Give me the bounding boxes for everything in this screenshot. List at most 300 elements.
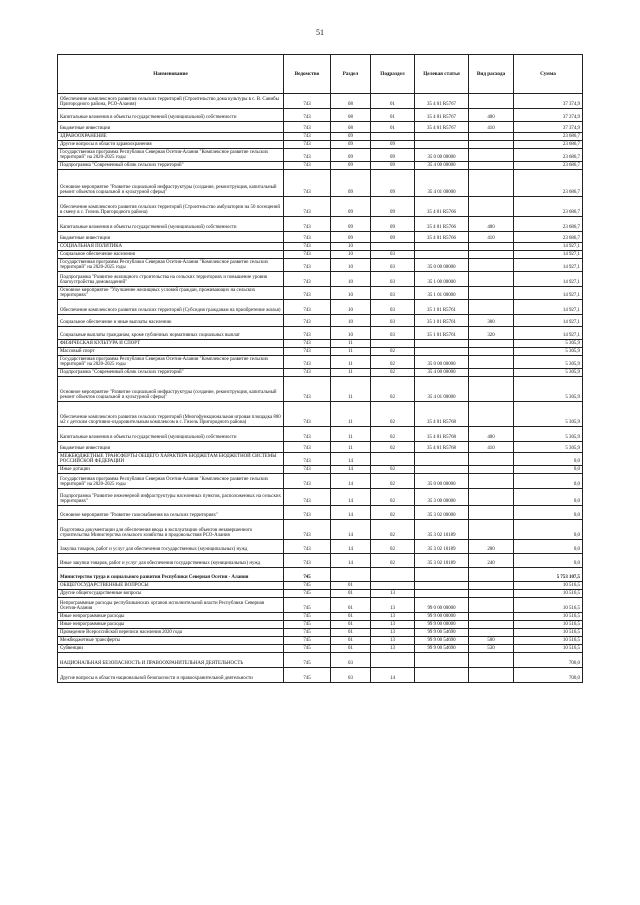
cell-sum: 37 374,9 <box>514 122 583 133</box>
cell-subsection: 02 <box>371 554 415 568</box>
cell-target: 35 1 01 R5761 <box>415 300 469 315</box>
cell-name: Основное мероприятие "Развитие социальной инфраструктуры (создание, реконструкция, капитальный ремонт объектов социальной и культурной сферы)" <box>58 377 284 402</box>
cell-sum: 23 686,7 <box>514 217 583 232</box>
cell-dept: 743 <box>284 162 331 170</box>
table-row <box>58 141 583 149</box>
cell-target <box>415 653 469 668</box>
table-row <box>58 554 583 568</box>
cell-sum: 700,0 <box>514 653 583 668</box>
cell-subsection <box>371 453 415 466</box>
cell-dept: 745 <box>284 590 331 598</box>
cell-sum: 23 686,7 <box>514 162 583 170</box>
cell-subsection: 09 <box>371 217 415 232</box>
cell-subsection: 13 <box>371 613 415 621</box>
budget-table <box>57 54 583 683</box>
cell-exp-type <box>469 272 514 287</box>
cell-dept: 745 <box>284 653 331 668</box>
table-row <box>58 427 583 442</box>
cell-subsection: 03 <box>371 259 415 272</box>
table-row <box>58 217 583 232</box>
cell-dept: 743 <box>284 217 331 232</box>
cell-sum: 37 374,9 <box>514 109 583 122</box>
cell-name: Другие вопросы в области национальной безопасности и правоохранительной деятельности <box>58 668 284 683</box>
cell-target: 35 4 01 R5767 <box>415 122 469 133</box>
cell-subsection: 14 <box>371 668 415 683</box>
cell-exp-type <box>469 668 514 683</box>
cell-target <box>415 466 469 474</box>
cell-target: 35 3 02 10189 <box>415 520 469 540</box>
cell-section: 11 <box>331 442 371 453</box>
cell-target: 35 4 01 R5766 <box>415 232 469 243</box>
cell-target <box>415 568 469 582</box>
cell-exp-type <box>469 197 514 217</box>
cell-target <box>415 251 469 259</box>
cell-exp-type <box>469 133 514 141</box>
cell-section: 10 <box>331 251 371 259</box>
cell-target: 35 1 01 R5761 <box>415 327 469 340</box>
cell-dept: 743 <box>284 474 331 489</box>
table-row <box>58 377 583 402</box>
cell-dept: 745 <box>284 598 331 613</box>
cell-section: 01 <box>331 598 371 613</box>
cell-section: 09 <box>331 197 371 217</box>
cell-target <box>415 133 469 141</box>
cell-subsection: 02 <box>371 442 415 453</box>
cell-section: 14 <box>331 506 371 520</box>
cell-dept: 743 <box>284 170 331 197</box>
cell-name: Государственная программа Республики Северная Осетия-Алания "Комплексное развитие сельских территорий" на 2020-2025 годы <box>58 474 284 489</box>
cell-exp-type: 400 <box>469 427 514 442</box>
cell-sum: 0,0 <box>514 506 583 520</box>
cell-exp-type: 410 <box>469 442 514 453</box>
cell-dept: 743 <box>284 122 331 133</box>
cell-subsection: 02 <box>371 427 415 442</box>
cell-sum: 23 686,7 <box>514 141 583 149</box>
cell-exp-type: 410 <box>469 122 514 133</box>
cell-subsection: 13 <box>371 590 415 598</box>
cell-exp-type <box>469 377 514 402</box>
cell-sum: 0,0 <box>514 554 583 568</box>
cell-dept: 743 <box>284 466 331 474</box>
cell-dept: 743 <box>284 489 331 506</box>
cell-sum: 23 686,7 <box>514 232 583 243</box>
cell-dept: 743 <box>284 427 331 442</box>
cell-name: Основное мероприятие "Развитие социальной инфраструктуры (создание, реконструкция, капитальный ремонт объектов социальной и культурной сферы)" <box>58 170 284 197</box>
cell-name: Социальные выплаты гражданам, кроме публичных нормативных социальных выплат <box>58 327 284 340</box>
cell-dept: 745 <box>284 621 331 629</box>
cell-exp-type <box>469 402 514 427</box>
cell-exp-type <box>469 259 514 272</box>
cell-section: 14 <box>331 466 371 474</box>
cell-name: Обеспечение комплексного развития сельских территорий (Субсидия гражданам на приобретение жилья) <box>58 300 284 315</box>
cell-exp-type <box>469 582 514 590</box>
cell-section: 10 <box>331 315 371 327</box>
cell-exp-type: 530 <box>469 645 514 653</box>
cell-name: Государственная программа Республики Северная Осетия-Алания "Комплексное развитие сельских территорий" на 2020-2025 годы <box>58 149 284 162</box>
cell-target <box>415 348 469 356</box>
cell-name: Капитальные вложения в объекты государственной (муниципальной) собственности <box>58 427 284 442</box>
cell-name: ЗДРАВООХРАНЕНИЕ <box>58 133 284 141</box>
cell-sum: 23 686,7 <box>514 197 583 217</box>
cell-sum: 10 516,5 <box>514 598 583 613</box>
cell-target: 35 1 01 00000 <box>415 287 469 300</box>
cell-section: 01 <box>331 645 371 653</box>
cell-exp-type <box>469 590 514 598</box>
cell-section: 09 <box>331 133 371 141</box>
cell-dept: 743 <box>284 327 331 340</box>
table-row <box>58 621 583 629</box>
cell-sum: 0,0 <box>514 489 583 506</box>
cell-sum: 14 927,1 <box>514 315 583 327</box>
cell-name: Бюджетные инвестиции <box>58 122 284 133</box>
cell-dept: 743 <box>284 251 331 259</box>
table-row <box>58 474 583 489</box>
cell-exp-type <box>469 141 514 149</box>
cell-exp-type <box>469 598 514 613</box>
cell-subsection <box>371 582 415 590</box>
cell-target: 35 4 00 00000 <box>415 162 469 170</box>
header-subsection: Подраздел <box>371 55 415 94</box>
cell-subsection: 03 <box>371 327 415 340</box>
table-row <box>58 259 583 272</box>
cell-dept: 743 <box>284 377 331 402</box>
table-row <box>58 315 583 327</box>
cell-dept: 743 <box>284 315 331 327</box>
cell-section: 01 <box>331 637 371 645</box>
cell-sum: 0,0 <box>514 540 583 554</box>
table-row <box>58 94 583 109</box>
table-row <box>58 162 583 170</box>
cell-section: 10 <box>331 300 371 315</box>
cell-section: 11 <box>331 348 371 356</box>
table-row <box>58 402 583 427</box>
cell-subsection: 01 <box>371 94 415 109</box>
cell-subsection: 09 <box>371 197 415 217</box>
cell-name: Государственная программа Республики Северная Осетия-Алания "Комплексное развитие сельских территорий" на 2020-2025 годы <box>58 356 284 369</box>
cell-name: Иные непрограммные расходы <box>58 613 284 621</box>
cell-sum: 5 305,9 <box>514 427 583 442</box>
cell-section: 14 <box>331 540 371 554</box>
table-row <box>58 442 583 453</box>
cell-subsection: 02 <box>371 540 415 554</box>
cell-target: 99 9 00 00000 <box>415 613 469 621</box>
cell-dept: 743 <box>284 402 331 427</box>
cell-sum: 700,0 <box>514 668 583 683</box>
cell-sum: 14 927,1 <box>514 272 583 287</box>
cell-exp-type <box>469 568 514 582</box>
cell-subsection <box>371 133 415 141</box>
cell-sum: 0,0 <box>514 474 583 489</box>
cell-section: 14 <box>331 520 371 540</box>
cell-subsection: 13 <box>371 629 415 637</box>
cell-exp-type <box>469 243 514 251</box>
cell-exp-type: 410 <box>469 232 514 243</box>
table-header-row <box>58 55 583 94</box>
cell-dept: 743 <box>284 141 331 149</box>
cell-dept: 745 <box>284 645 331 653</box>
cell-section: 01 <box>331 582 371 590</box>
cell-subsection <box>371 340 415 348</box>
cell-dept: 743 <box>284 287 331 300</box>
cell-name: Иные непрограммные расходы <box>58 621 284 629</box>
cell-exp-type: 200 <box>469 540 514 554</box>
table-row <box>58 590 583 598</box>
cell-section: 11 <box>331 369 371 377</box>
cell-target: 35 4 01 00000 <box>415 170 469 197</box>
cell-dept: 743 <box>284 356 331 369</box>
cell-exp-type: 500 <box>469 637 514 645</box>
cell-exp-type <box>469 453 514 466</box>
cell-sum: 10 516,5 <box>514 621 583 629</box>
cell-target: 35 3 02 00000 <box>415 506 469 520</box>
cell-name: Бюджетные инвестиции <box>58 232 284 243</box>
cell-target: 35 4 00 00000 <box>415 369 469 377</box>
cell-exp-type: 400 <box>469 217 514 232</box>
cell-name: Обеспечение комплексного развития сельских территорий (Многофункциональная игровая площадка 800 м2 с детским спортивно-оздоровительным комплексом в с. Гизель Пригородного района) <box>58 402 284 427</box>
cell-sum: 10 516,5 <box>514 613 583 621</box>
cell-dept: 743 <box>284 259 331 272</box>
header-exp-type: Вид расхода <box>469 55 514 94</box>
cell-section: 11 <box>331 377 371 402</box>
table-row <box>58 653 583 668</box>
cell-subsection: 02 <box>371 466 415 474</box>
cell-section: 14 <box>331 554 371 568</box>
cell-exp-type <box>469 348 514 356</box>
cell-section: 09 <box>331 149 371 162</box>
page-number: 51 <box>316 28 324 37</box>
cell-subsection: 01 <box>371 109 415 122</box>
cell-section: 09 <box>331 162 371 170</box>
cell-subsection: 03 <box>371 315 415 327</box>
cell-sum: 23 686,7 <box>514 149 583 162</box>
cell-subsection: 13 <box>371 621 415 629</box>
cell-section: 11 <box>331 356 371 369</box>
cell-subsection: 01 <box>371 122 415 133</box>
cell-target: 99 0 00 00000 <box>415 598 469 613</box>
cell-name: Обеспечение комплексного развития сельских территорий (Строительство амбулатории на 50 посещений в смену в с. Гизель Пригородного района) <box>58 197 284 217</box>
cell-sum: 0,0 <box>514 520 583 540</box>
cell-section: 03 <box>331 653 371 668</box>
cell-exp-type <box>469 356 514 369</box>
cell-section: 10 <box>331 259 371 272</box>
cell-dept: 743 <box>284 554 331 568</box>
cell-name: Социальное обеспечение и иные выплаты населению <box>58 315 284 327</box>
cell-section: 01 <box>331 629 371 637</box>
cell-exp-type <box>469 94 514 109</box>
cell-exp-type <box>469 251 514 259</box>
cell-name: Основное мероприятие "Улучшение жилищных условий граждан, проживающих на сельских территориях" <box>58 287 284 300</box>
cell-subsection: 03 <box>371 287 415 300</box>
cell-target: 35 3 00 00000 <box>415 489 469 506</box>
cell-subsection: 03 <box>371 251 415 259</box>
cell-sum: 14 927,1 <box>514 243 583 251</box>
cell-sum: 14 927,1 <box>514 251 583 259</box>
cell-section: 03 <box>331 668 371 683</box>
cell-subsection: 02 <box>371 356 415 369</box>
cell-subsection: 03 <box>371 272 415 287</box>
cell-sum: 23 686,7 <box>514 133 583 141</box>
table-row <box>58 251 583 259</box>
cell-subsection: 13 <box>371 598 415 613</box>
table-row <box>58 232 583 243</box>
cell-exp-type <box>469 506 514 520</box>
cell-sum: 5 305,9 <box>514 356 583 369</box>
cell-name: Подпрограмма "Развитие жилищного строительства на сельских территориях и повышение уровня благоустройства домовладений" <box>58 272 284 287</box>
cell-subsection: 02 <box>371 369 415 377</box>
cell-subsection <box>371 653 415 668</box>
cell-section: 08 <box>331 94 371 109</box>
cell-target: 99 9 00 00000 <box>415 621 469 629</box>
cell-target <box>415 590 469 598</box>
cell-dept: 745 <box>284 668 331 683</box>
header-dept: Ведомство <box>284 55 331 94</box>
table-row <box>58 348 583 356</box>
table-row <box>58 629 583 637</box>
cell-name: Иные закупки товаров, работ и услуг для обеспечения государственных (муниципальных) нужд <box>58 554 284 568</box>
table-row <box>58 122 583 133</box>
cell-name: Бюджетные инвестиции <box>58 442 284 453</box>
cell-subsection <box>371 243 415 251</box>
cell-sum: 5 305,9 <box>514 369 583 377</box>
cell-dept: 743 <box>284 243 331 251</box>
cell-dept: 743 <box>284 149 331 162</box>
table-row <box>58 489 583 506</box>
cell-exp-type <box>469 489 514 506</box>
header-sum: Сумма <box>514 55 583 94</box>
table-row <box>58 272 583 287</box>
cell-dept: 743 <box>284 232 331 243</box>
cell-name: Массовый спорт <box>58 348 284 356</box>
cell-subsection: 09 <box>371 232 415 243</box>
cell-name: Проведение Всероссийской переписи населения 2020 года <box>58 629 284 637</box>
cell-target: 35 4 01 R5767 <box>415 94 469 109</box>
table-row <box>58 506 583 520</box>
cell-name: Иные дотации <box>58 466 284 474</box>
cell-section: 14 <box>331 453 371 466</box>
cell-target <box>415 668 469 683</box>
cell-name: Подготовка документации для обеспечения ввода в эксплуатацию объектов незавершенного строительства Министерства сельского хозяйства и продовольствия РСО-Алания <box>58 520 284 540</box>
cell-name: НАЦИОНАЛЬНАЯ БЕЗОПАСНОСТЬ И ПРАВООХРАНИТЕЛЬНАЯ ДЕЯТЕЛЬНОСТЬ <box>58 653 284 668</box>
cell-sum: 14 927,1 <box>514 300 583 315</box>
header-name: Наименование <box>58 55 284 94</box>
cell-name: Непрограммные расходы республиканских органов исполнительной власти Республики Северная Осетия-Алания <box>58 598 284 613</box>
cell-exp-type: 400 <box>469 109 514 122</box>
cell-sum: 5 753 107,5 <box>514 568 583 582</box>
cell-target: 99 9 00 54690 <box>415 629 469 637</box>
cell-section: 08 <box>331 122 371 133</box>
cell-target: 99 9 00 54690 <box>415 637 469 645</box>
table-row <box>58 340 583 348</box>
cell-exp-type <box>469 621 514 629</box>
cell-target: 35 4 01 R5766 <box>415 217 469 232</box>
cell-exp-type <box>469 287 514 300</box>
table-row <box>58 197 583 217</box>
cell-sum: 14 927,1 <box>514 287 583 300</box>
cell-sum: 14 927,1 <box>514 327 583 340</box>
cell-dept: 743 <box>284 520 331 540</box>
cell-name: Другие общегосударственные вопросы <box>58 590 284 598</box>
cell-target: 35 0 00 00000 <box>415 259 469 272</box>
cell-name: Подпрограмма "Современный облик сельских территорий" <box>58 369 284 377</box>
cell-section: 01 <box>331 613 371 621</box>
cell-sum: 5 305,9 <box>514 377 583 402</box>
cell-dept: 743 <box>284 369 331 377</box>
cell-dept: 743 <box>284 540 331 554</box>
cell-sum: 0,0 <box>514 466 583 474</box>
cell-name: МЕЖБЮДЖЕТНЫЕ ТРАНСФЕРТЫ ОБЩЕГО ХАРАКТЕРА БЮДЖЕТАМ БЮДЖЕТНОЙ СИСТЕМЫ РОССИЙСКОЙ ФЕДЕРАЦИИ <box>58 453 284 466</box>
cell-section: 10 <box>331 287 371 300</box>
cell-section: 09 <box>331 170 371 197</box>
cell-exp-type <box>469 340 514 348</box>
cell-exp-type <box>469 629 514 637</box>
cell-dept: 743 <box>284 197 331 217</box>
cell-name: Субвенции <box>58 645 284 653</box>
cell-exp-type: 300 <box>469 315 514 327</box>
header-target: Целевая статья <box>415 55 469 94</box>
cell-section: 10 <box>331 272 371 287</box>
table-row <box>58 598 583 613</box>
cell-sum: 10 516,5 <box>514 645 583 653</box>
cell-target: 35 1 00 00000 <box>415 272 469 287</box>
table-row <box>58 109 583 122</box>
cell-section: 10 <box>331 243 371 251</box>
cell-subsection: 02 <box>371 377 415 402</box>
cell-sum: 14 927,1 <box>514 259 583 272</box>
cell-exp-type <box>469 653 514 668</box>
cell-dept: 743 <box>284 348 331 356</box>
cell-sum: 10 516,5 <box>514 590 583 598</box>
cell-subsection: 02 <box>371 474 415 489</box>
table-row <box>58 613 583 621</box>
cell-section: 01 <box>331 590 371 598</box>
cell-name: Обеспечение комплексного развития сельских территорий (Строительство дома культуры в с. В. Санибы Пригородного района, РСО-Алания) <box>58 94 284 109</box>
cell-sum: 10 516,5 <box>514 637 583 645</box>
cell-sum: 10 516,5 <box>514 582 583 590</box>
table-row <box>58 520 583 540</box>
cell-section <box>331 568 371 582</box>
cell-subsection: 02 <box>371 506 415 520</box>
cell-exp-type <box>469 149 514 162</box>
cell-name: Закупка товаров, работ и услуг для обеспечения государственных (муниципальных) нужд <box>58 540 284 554</box>
cell-target: 35 1 01 R5761 <box>415 315 469 327</box>
cell-sum: 23 686,7 <box>514 170 583 197</box>
table-row <box>58 369 583 377</box>
cell-sum: 5 305,9 <box>514 402 583 427</box>
cell-dept: 743 <box>284 340 331 348</box>
table-row <box>58 453 583 466</box>
cell-target: 35 0 00 00000 <box>415 149 469 162</box>
table-row <box>58 668 583 683</box>
cell-target <box>415 141 469 149</box>
table-row <box>58 637 583 645</box>
cell-target: 35 4 01 R5767 <box>415 109 469 122</box>
cell-name: СОЦИАЛЬНАЯ ПОЛИТИКА <box>58 243 284 251</box>
cell-dept: 745 <box>284 629 331 637</box>
cell-target <box>415 340 469 348</box>
cell-subsection: 02 <box>371 489 415 506</box>
cell-target: 35 0 00 00000 <box>415 356 469 369</box>
cell-name: Государственная программа Республики Северная Осетия-Алания "Комплексное развитие сельских территорий" на 2020-2025 годы <box>58 259 284 272</box>
cell-exp-type <box>469 300 514 315</box>
cell-section: 09 <box>331 217 371 232</box>
cell-dept: 743 <box>284 272 331 287</box>
cell-target: 35 4 01 00000 <box>415 377 469 402</box>
cell-dept: 743 <box>284 133 331 141</box>
table-row <box>58 356 583 369</box>
table-row <box>58 287 583 300</box>
cell-exp-type <box>469 520 514 540</box>
cell-subsection: 09 <box>371 149 415 162</box>
